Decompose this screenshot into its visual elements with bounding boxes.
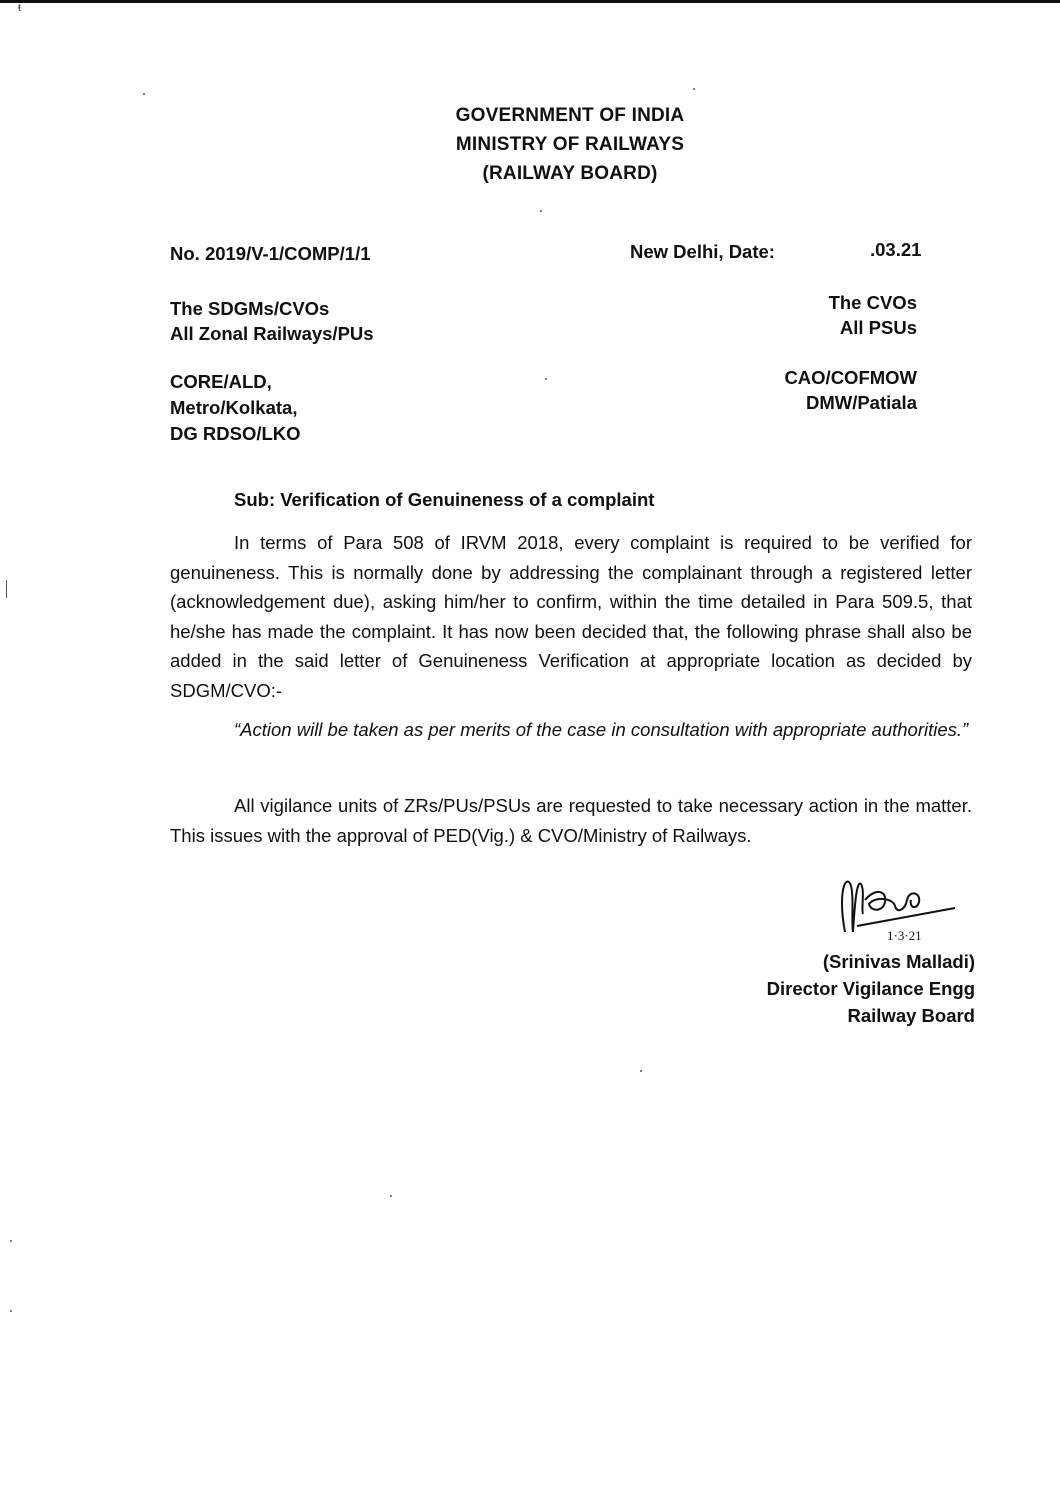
signatory-office: Railway Board xyxy=(847,1005,975,1026)
handwritten-signature xyxy=(835,870,965,950)
paragraph-text: All vigilance units of ZRs/PUs/PSUs are requested to take necessary action in the matter. This issues with the approval of PED(Vig.) & CVO/Ministry of Railways. xyxy=(170,795,972,846)
scan-speck xyxy=(6,580,7,598)
addressee-line: DMW/Patiala xyxy=(805,392,917,413)
addressee-right-group-1 xyxy=(829,290,917,340)
signatory-block xyxy=(767,948,975,1029)
addressee-line: The SDGMs/CVOs xyxy=(170,298,330,319)
letterhead xyxy=(400,101,740,188)
scan-speck xyxy=(540,210,542,212)
scan-top-border xyxy=(0,0,1060,3)
signature-date: 1·3·21 xyxy=(887,928,922,943)
scan-speck xyxy=(10,1240,12,1242)
place-date-label: New Delhi, Date: xyxy=(630,241,775,262)
scan-speck xyxy=(10,1310,12,1312)
letterhead-line-1: GOVERNMENT OF INDIA xyxy=(455,105,685,126)
letterhead-line-3: (RAILWAY BOARD) xyxy=(482,163,658,184)
scan-speck xyxy=(545,378,547,380)
addressee-line: The CVOs xyxy=(828,292,917,313)
addressee-line: DG RDSO/LKO xyxy=(170,423,301,444)
body-paragraph-1 xyxy=(170,528,972,705)
letterhead-line-2: MINISTRY OF RAILWAYS xyxy=(455,134,685,155)
addressee-left-group-2 xyxy=(170,369,301,447)
date-value: .03.21 xyxy=(870,239,922,260)
quoted-phrase xyxy=(170,715,972,745)
signatory-designation: Director Vigilance Engg xyxy=(766,978,975,999)
body-paragraph-2 xyxy=(170,791,972,850)
addressee-line: All Zonal Railways/PUs xyxy=(170,323,374,344)
scan-speck xyxy=(640,1070,642,1072)
scan-speck xyxy=(693,88,695,90)
addressee-line: Metro/Kolkata, xyxy=(170,397,298,418)
subject-line: Sub: Verification of Genuineness of a complaint xyxy=(234,489,655,510)
scan-speck xyxy=(143,93,145,95)
scan-speck xyxy=(390,1195,392,1197)
addressee-left-group-1 xyxy=(170,296,374,346)
addressee-line: CAO/COFMOW xyxy=(784,367,917,388)
addressee-right-group-2 xyxy=(784,365,917,415)
reference-number: No. 2019/V-1/COMP/1/1 xyxy=(170,243,371,264)
addressee-line: All PSUs xyxy=(839,317,917,338)
scan-mark: ŧ xyxy=(18,3,21,14)
quote-text: “Action will be taken as per merits of the case in consultation with appropriate authorities.” xyxy=(234,719,969,740)
signatory-name: (Srinivas Malladi) xyxy=(822,951,975,972)
paragraph-text: In terms of Para 508 of IRVM 2018, every complaint is required to be verified for genuineness. This is normally done by addressing the complainant through a registered letter (acknowledgement due), asking him/her to confirm, within the time detailed in Para 509.5, that he/she has made the complaint. It has now been decided that, the following phrase shall also be added in the said letter of Genuineness Verification at appropriate location as decided by SDGM/CVO:- xyxy=(170,532,972,701)
addressee-line: CORE/ALD, xyxy=(170,371,272,392)
